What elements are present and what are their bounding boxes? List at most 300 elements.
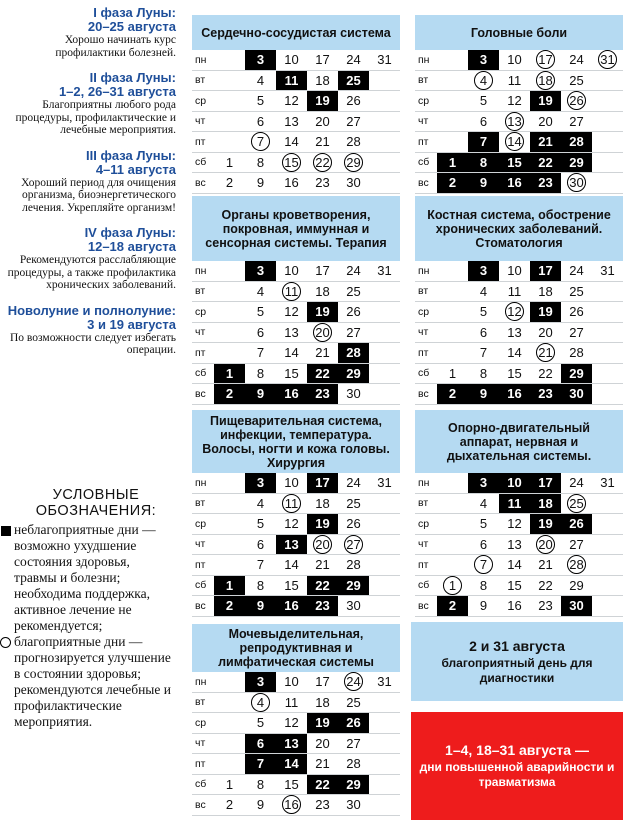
calendar-grid bbox=[192, 261, 400, 405]
unfavorable-day: 3 bbox=[468, 261, 499, 282]
empty-cell bbox=[437, 514, 468, 535]
day-cell: 24 bbox=[338, 473, 369, 494]
day-cell: 12 bbox=[276, 91, 307, 112]
unfavorable-day: 19 bbox=[307, 91, 338, 112]
circle-mark: 26 bbox=[567, 91, 586, 110]
empty-cell bbox=[592, 535, 623, 556]
weekday-label: пт bbox=[192, 754, 214, 775]
favorable-day bbox=[561, 173, 592, 194]
circle-mark: 27 bbox=[344, 535, 363, 554]
day-cell: 10 bbox=[276, 50, 307, 71]
day-cell: 10 bbox=[276, 473, 307, 494]
day-cell: 9 bbox=[245, 795, 276, 816]
unfavorable-day: 17 bbox=[530, 473, 561, 494]
unfavorable-day: 10 bbox=[499, 473, 530, 494]
unfavorable-day: 11 bbox=[276, 71, 307, 92]
day-cell: 24 bbox=[561, 50, 592, 71]
circle-mark: 4 bbox=[474, 71, 493, 90]
weekday-label: ср bbox=[415, 302, 437, 323]
favorable-day bbox=[530, 71, 561, 92]
day-cell: 15 bbox=[276, 775, 307, 796]
day-cell: 4 bbox=[468, 282, 499, 303]
day-cell: 22 bbox=[530, 576, 561, 597]
empty-cell bbox=[214, 50, 245, 71]
day-cell: 4 bbox=[468, 494, 499, 515]
weekday-label: ср bbox=[192, 514, 214, 535]
day-cell: 21 bbox=[530, 555, 561, 576]
day-cell: 27 bbox=[561, 112, 592, 133]
day-cell: 30 bbox=[338, 384, 369, 405]
unfavorable-day: 3 bbox=[468, 50, 499, 71]
circle-mark: 31 bbox=[598, 50, 617, 69]
unfavorable-day: 3 bbox=[245, 473, 276, 494]
unfavorable-day: 1 bbox=[437, 153, 468, 174]
day-cell: 6 bbox=[468, 323, 499, 344]
circle-mark: 14 bbox=[505, 132, 524, 151]
weekday-label: вс bbox=[415, 173, 437, 194]
day-cell: 4 bbox=[245, 282, 276, 303]
day-cell: 26 bbox=[338, 302, 369, 323]
weekday-label: вт bbox=[192, 71, 214, 92]
unfavorable-day: 22 bbox=[307, 576, 338, 597]
unfavorable-day: 13 bbox=[276, 734, 307, 755]
day-cell: 18 bbox=[307, 693, 338, 714]
empty-cell bbox=[214, 261, 245, 282]
empty-cell bbox=[369, 693, 400, 714]
legend-title: УСЛОВНЫЕ ОБОЗНАЧЕНИЯ: bbox=[35, 487, 157, 519]
unfavorable-day: 2 bbox=[214, 596, 245, 617]
day-cell: 12 bbox=[499, 514, 530, 535]
day-cell: 1 bbox=[214, 153, 245, 174]
weekday-label: чт bbox=[192, 734, 214, 755]
day-cell: 31 bbox=[369, 50, 400, 71]
circle-mark: 15 bbox=[282, 153, 301, 172]
empty-cell bbox=[369, 132, 400, 153]
day-cell: 28 bbox=[338, 555, 369, 576]
empty-cell bbox=[592, 112, 623, 133]
unfavorable-day: 2 bbox=[437, 173, 468, 194]
legend bbox=[0, 487, 172, 730]
phase-5 bbox=[0, 304, 176, 357]
day-cell: 13 bbox=[499, 535, 530, 556]
phase-title: II фаза Луны: 1–2, 26–31 августа bbox=[58, 70, 176, 99]
unfavorable-day: 16 bbox=[276, 596, 307, 617]
empty-cell bbox=[369, 364, 400, 385]
empty-cell bbox=[369, 71, 400, 92]
empty-cell bbox=[369, 734, 400, 755]
favorable-day bbox=[245, 693, 276, 714]
empty-cell bbox=[214, 754, 245, 775]
day-cell: 11 bbox=[276, 693, 307, 714]
empty-cell bbox=[592, 576, 623, 597]
day-cell: 6 bbox=[245, 535, 276, 556]
day-cell: 24 bbox=[561, 261, 592, 282]
unfavorable-day: 29 bbox=[338, 775, 369, 796]
unfavorable-day: 23 bbox=[530, 384, 561, 405]
day-cell: 18 bbox=[307, 494, 338, 515]
day-cell: 31 bbox=[592, 261, 623, 282]
calendar-panel bbox=[192, 15, 400, 194]
weekday-label: ср bbox=[415, 91, 437, 112]
weekday-label: сб bbox=[415, 153, 437, 174]
phase-4 bbox=[0, 226, 176, 292]
circle-mark: 29 bbox=[344, 153, 363, 172]
phase-title: IV фаза Луны: 12–18 августа bbox=[84, 225, 176, 254]
day-cell: 15 bbox=[499, 364, 530, 385]
unfavorable-day: 3 bbox=[468, 473, 499, 494]
unfavorable-day: 17 bbox=[530, 261, 561, 282]
phase-text: Благоприятны любого рода процедуры, профилактические и лечебные мероприятия. bbox=[15, 99, 176, 136]
circle-mark: 22 bbox=[313, 153, 332, 172]
day-cell: 12 bbox=[499, 91, 530, 112]
favorable-day bbox=[338, 672, 369, 693]
favorable-day bbox=[307, 153, 338, 174]
day-cell: 6 bbox=[245, 323, 276, 344]
weekday-label: ср bbox=[192, 91, 214, 112]
unfavorable-day: 3 bbox=[245, 50, 276, 71]
favorable-day bbox=[499, 302, 530, 323]
weekday-label: чт bbox=[192, 323, 214, 344]
panel-title: Опорно-двигательный аппарат, нервная и дыхательная системы. bbox=[415, 410, 623, 473]
day-cell: 30 bbox=[338, 795, 369, 816]
circle-mark: 1 bbox=[443, 576, 462, 595]
empty-cell bbox=[214, 91, 245, 112]
empty-cell bbox=[592, 343, 623, 364]
day-cell: 10 bbox=[499, 261, 530, 282]
day-cell: 21 bbox=[307, 132, 338, 153]
weekday-label: вс bbox=[192, 173, 214, 194]
day-cell: 6 bbox=[245, 112, 276, 133]
legend-good bbox=[0, 634, 172, 730]
day-cell: 28 bbox=[338, 132, 369, 153]
day-cell: 17 bbox=[307, 50, 338, 71]
day-cell: 14 bbox=[499, 555, 530, 576]
empty-cell bbox=[592, 514, 623, 535]
accident-warning-box bbox=[411, 712, 623, 820]
day-cell: 7 bbox=[245, 555, 276, 576]
day-cell: 12 bbox=[276, 302, 307, 323]
day-cell: 8 bbox=[468, 364, 499, 385]
circle-mark: 20 bbox=[313, 535, 332, 554]
unfavorable-day: 14 bbox=[276, 754, 307, 775]
favorable-day bbox=[245, 132, 276, 153]
empty-cell bbox=[592, 132, 623, 153]
favorable-day bbox=[561, 555, 592, 576]
favorable-day bbox=[338, 153, 369, 174]
day-cell: 6 bbox=[468, 112, 499, 133]
unfavorable-day: 25 bbox=[338, 71, 369, 92]
day-cell: 26 bbox=[338, 91, 369, 112]
empty-cell bbox=[214, 323, 245, 344]
empty-cell bbox=[214, 713, 245, 734]
unfavorable-day: 23 bbox=[307, 384, 338, 405]
empty-cell bbox=[369, 91, 400, 112]
calendar-grid bbox=[192, 473, 400, 617]
weekday-label: пн bbox=[192, 261, 214, 282]
day-cell: 30 bbox=[338, 596, 369, 617]
favorable-day bbox=[276, 494, 307, 515]
weekday-label: пн bbox=[192, 672, 214, 693]
empty-cell bbox=[214, 734, 245, 755]
unfavorable-day: 28 bbox=[561, 132, 592, 153]
weekday-label: вс bbox=[192, 384, 214, 405]
empty-cell bbox=[592, 384, 623, 405]
empty-cell bbox=[214, 71, 245, 92]
day-cell: 20 bbox=[307, 112, 338, 133]
day-cell: 5 bbox=[245, 91, 276, 112]
panel-title: Пищеварительная система, инфекции, температура. Волосы, ногти и кожа головы. Хирургия bbox=[192, 410, 400, 473]
weekday-label: сб bbox=[415, 576, 437, 597]
unfavorable-day: 9 bbox=[245, 384, 276, 405]
day-cell: 25 bbox=[561, 282, 592, 303]
weekday-label: чт bbox=[415, 112, 437, 133]
day-cell: 21 bbox=[307, 343, 338, 364]
favorable-day bbox=[530, 535, 561, 556]
weekday-label: пн bbox=[415, 50, 437, 71]
empty-cell bbox=[437, 343, 468, 364]
unfavorable-day: 16 bbox=[499, 384, 530, 405]
unfavorable-day: 7 bbox=[468, 132, 499, 153]
unfavorable-day: 11 bbox=[499, 494, 530, 515]
empty-cell bbox=[214, 282, 245, 303]
day-cell: 9 bbox=[245, 173, 276, 194]
calendar-grid bbox=[192, 672, 400, 816]
favorable-day bbox=[561, 91, 592, 112]
day-cell: 17 bbox=[307, 261, 338, 282]
calendar-panel bbox=[192, 624, 400, 816]
diagnostics-box bbox=[411, 622, 623, 701]
weekday-label: пт bbox=[415, 555, 437, 576]
day-cell: 20 bbox=[307, 734, 338, 755]
unfavorable-day: 28 bbox=[338, 343, 369, 364]
day-cell: 23 bbox=[530, 596, 561, 617]
unfavorable-day: 8 bbox=[468, 153, 499, 174]
circle-mark: 20 bbox=[536, 535, 555, 554]
empty-cell bbox=[214, 302, 245, 323]
panel-title: Органы кроветворения, покровная, иммунная и сенсорная системы. Терапия bbox=[192, 196, 400, 261]
legend-bad bbox=[0, 522, 172, 634]
unfavorable-day: 19 bbox=[530, 302, 561, 323]
day-cell: 14 bbox=[276, 132, 307, 153]
favorable-day bbox=[307, 535, 338, 556]
unfavorable-day: 1 bbox=[214, 576, 245, 597]
empty-cell bbox=[437, 50, 468, 71]
day-cell: 31 bbox=[369, 261, 400, 282]
day-cell: 10 bbox=[499, 50, 530, 71]
weekday-label: чт bbox=[192, 535, 214, 556]
day-cell: 5 bbox=[468, 514, 499, 535]
day-cell: 31 bbox=[369, 672, 400, 693]
unfavorable-day: 1 bbox=[214, 364, 245, 385]
unfavorable-day: 19 bbox=[530, 91, 561, 112]
day-cell: 23 bbox=[307, 795, 338, 816]
unfavorable-day: 2 bbox=[437, 596, 468, 617]
circle-icon bbox=[0, 637, 11, 648]
circle-mark: 11 bbox=[282, 282, 301, 301]
weekday-label: вс bbox=[192, 596, 214, 617]
day-cell: 15 bbox=[499, 576, 530, 597]
circle-mark: 4 bbox=[251, 693, 270, 712]
favorable-day bbox=[468, 555, 499, 576]
day-cell: 25 bbox=[338, 693, 369, 714]
empty-cell bbox=[592, 302, 623, 323]
weekday-label: пт bbox=[192, 132, 214, 153]
day-cell: 25 bbox=[561, 71, 592, 92]
phase-text: Хорошо начинать курс профилактики болезней. bbox=[55, 34, 176, 59]
day-cell: 7 bbox=[468, 343, 499, 364]
day-cell: 28 bbox=[561, 343, 592, 364]
day-cell: 8 bbox=[245, 153, 276, 174]
calendar-panel bbox=[192, 410, 400, 617]
empty-cell bbox=[592, 323, 623, 344]
black-square-icon bbox=[1, 526, 11, 536]
empty-cell bbox=[214, 343, 245, 364]
empty-cell bbox=[592, 596, 623, 617]
day-cell: 14 bbox=[276, 555, 307, 576]
day-cell: 16 bbox=[499, 596, 530, 617]
circle-mark: 12 bbox=[505, 302, 524, 321]
empty-cell bbox=[437, 473, 468, 494]
empty-cell bbox=[214, 514, 245, 535]
weekday-label: сб bbox=[192, 364, 214, 385]
unfavorable-day: 29 bbox=[338, 364, 369, 385]
day-cell: 10 bbox=[276, 672, 307, 693]
circle-mark: 21 bbox=[536, 343, 555, 362]
legend-bad-text: неблагоприятные дни — возможно ухудшение состояния здоровья, травмы и болезни; необходима поддержка, активное лечение не рекомендуется; bbox=[14, 522, 156, 633]
moon-phases bbox=[0, 6, 176, 369]
empty-cell bbox=[592, 282, 623, 303]
empty-cell bbox=[214, 112, 245, 133]
unfavorable-day: 22 bbox=[530, 153, 561, 174]
day-cell: 14 bbox=[276, 343, 307, 364]
day-cell: 26 bbox=[561, 302, 592, 323]
empty-cell bbox=[437, 71, 468, 92]
unfavorable-day: 16 bbox=[499, 173, 530, 194]
day-cell: 27 bbox=[561, 323, 592, 344]
weekday-label: вс bbox=[192, 795, 214, 816]
day-cell: 30 bbox=[338, 173, 369, 194]
day-cell: 15 bbox=[276, 364, 307, 385]
weekday-label: ср bbox=[192, 302, 214, 323]
day-cell: 27 bbox=[338, 323, 369, 344]
circle-mark: 7 bbox=[474, 555, 493, 574]
empty-cell bbox=[437, 91, 468, 112]
weekday-label: вс bbox=[415, 384, 437, 405]
calendar-grid bbox=[415, 50, 623, 194]
day-cell: 9 bbox=[468, 596, 499, 617]
unfavorable-day: 17 bbox=[307, 473, 338, 494]
weekday-label: пт bbox=[415, 343, 437, 364]
day-cell: 18 bbox=[307, 282, 338, 303]
empty-cell bbox=[214, 494, 245, 515]
phase-title: III фаза Луны: 4–11 августа bbox=[86, 147, 176, 177]
circle-mark: 20 bbox=[313, 323, 332, 342]
day-cell: 21 bbox=[307, 754, 338, 775]
unfavorable-day: 30 bbox=[561, 384, 592, 405]
empty-cell bbox=[214, 132, 245, 153]
empty-cell bbox=[369, 153, 400, 174]
phase-text: Рекомендуются расслабляющие процедуры, а также профилактика хронических заболеваний. bbox=[7, 254, 176, 291]
panel-title: Костная система, обострение хронических заболеваний. Стоматология bbox=[415, 196, 623, 261]
empty-cell bbox=[369, 384, 400, 405]
weekday-label: ср bbox=[192, 713, 214, 734]
empty-cell bbox=[592, 71, 623, 92]
calendar-grid bbox=[415, 473, 623, 617]
empty-cell bbox=[369, 302, 400, 323]
calendar-panel bbox=[192, 196, 400, 405]
empty-cell bbox=[592, 153, 623, 174]
favorable-day bbox=[276, 795, 307, 816]
calendar-grid bbox=[415, 261, 623, 405]
day-cell: 18 bbox=[307, 71, 338, 92]
empty-cell bbox=[369, 775, 400, 796]
unfavorable-day: 26 bbox=[561, 514, 592, 535]
weekday-label: вт bbox=[192, 282, 214, 303]
favorable-day bbox=[561, 494, 592, 515]
weekday-label: пн bbox=[192, 50, 214, 71]
unfavorable-day: 29 bbox=[561, 364, 592, 385]
unfavorable-day: 22 bbox=[307, 775, 338, 796]
empty-cell bbox=[592, 91, 623, 112]
day-cell: 1 bbox=[214, 775, 245, 796]
empty-cell bbox=[437, 282, 468, 303]
phase-title: I фаза Луны: 20–25 августа bbox=[87, 5, 176, 34]
unfavorable-day: 9 bbox=[245, 596, 276, 617]
unfavorable-day: 16 bbox=[276, 384, 307, 405]
panel-title: Головные боли bbox=[415, 15, 623, 50]
unfavorable-day: 2 bbox=[214, 384, 245, 405]
unfavorable-day: 19 bbox=[307, 302, 338, 323]
weekday-label: чт bbox=[415, 535, 437, 556]
unfavorable-day: 21 bbox=[530, 132, 561, 153]
day-cell: 18 bbox=[530, 282, 561, 303]
day-cell: 13 bbox=[276, 323, 307, 344]
circle-mark: 7 bbox=[251, 132, 270, 151]
empty-cell bbox=[369, 343, 400, 364]
favorable-day bbox=[276, 282, 307, 303]
diagnostics-dates: 2 и 31 августа bbox=[469, 637, 565, 654]
circle-mark: 18 bbox=[536, 71, 555, 90]
unfavorable-day: 18 bbox=[530, 494, 561, 515]
empty-cell bbox=[437, 323, 468, 344]
day-cell: 29 bbox=[561, 576, 592, 597]
empty-cell bbox=[592, 173, 623, 194]
day-cell: 2 bbox=[214, 173, 245, 194]
empty-cell bbox=[369, 535, 400, 556]
circle-mark: 17 bbox=[536, 50, 555, 69]
empty-cell bbox=[437, 261, 468, 282]
calendar-panel bbox=[415, 410, 623, 617]
day-cell: 6 bbox=[468, 535, 499, 556]
day-cell: 14 bbox=[499, 343, 530, 364]
empty-cell bbox=[214, 672, 245, 693]
weekday-label: чт bbox=[415, 323, 437, 344]
favorable-day bbox=[468, 71, 499, 92]
empty-cell bbox=[592, 364, 623, 385]
empty-cell bbox=[437, 494, 468, 515]
weekday-label: сб bbox=[415, 364, 437, 385]
info-boxes bbox=[411, 622, 623, 820]
day-cell: 5 bbox=[468, 91, 499, 112]
day-cell: 8 bbox=[245, 364, 276, 385]
calendar-grid bbox=[192, 50, 400, 194]
day-cell: 8 bbox=[245, 775, 276, 796]
day-cell: 1 bbox=[437, 364, 468, 385]
weekday-label: пт bbox=[192, 555, 214, 576]
day-cell: 21 bbox=[307, 555, 338, 576]
unfavorable-day: 29 bbox=[561, 153, 592, 174]
day-cell: 5 bbox=[245, 514, 276, 535]
